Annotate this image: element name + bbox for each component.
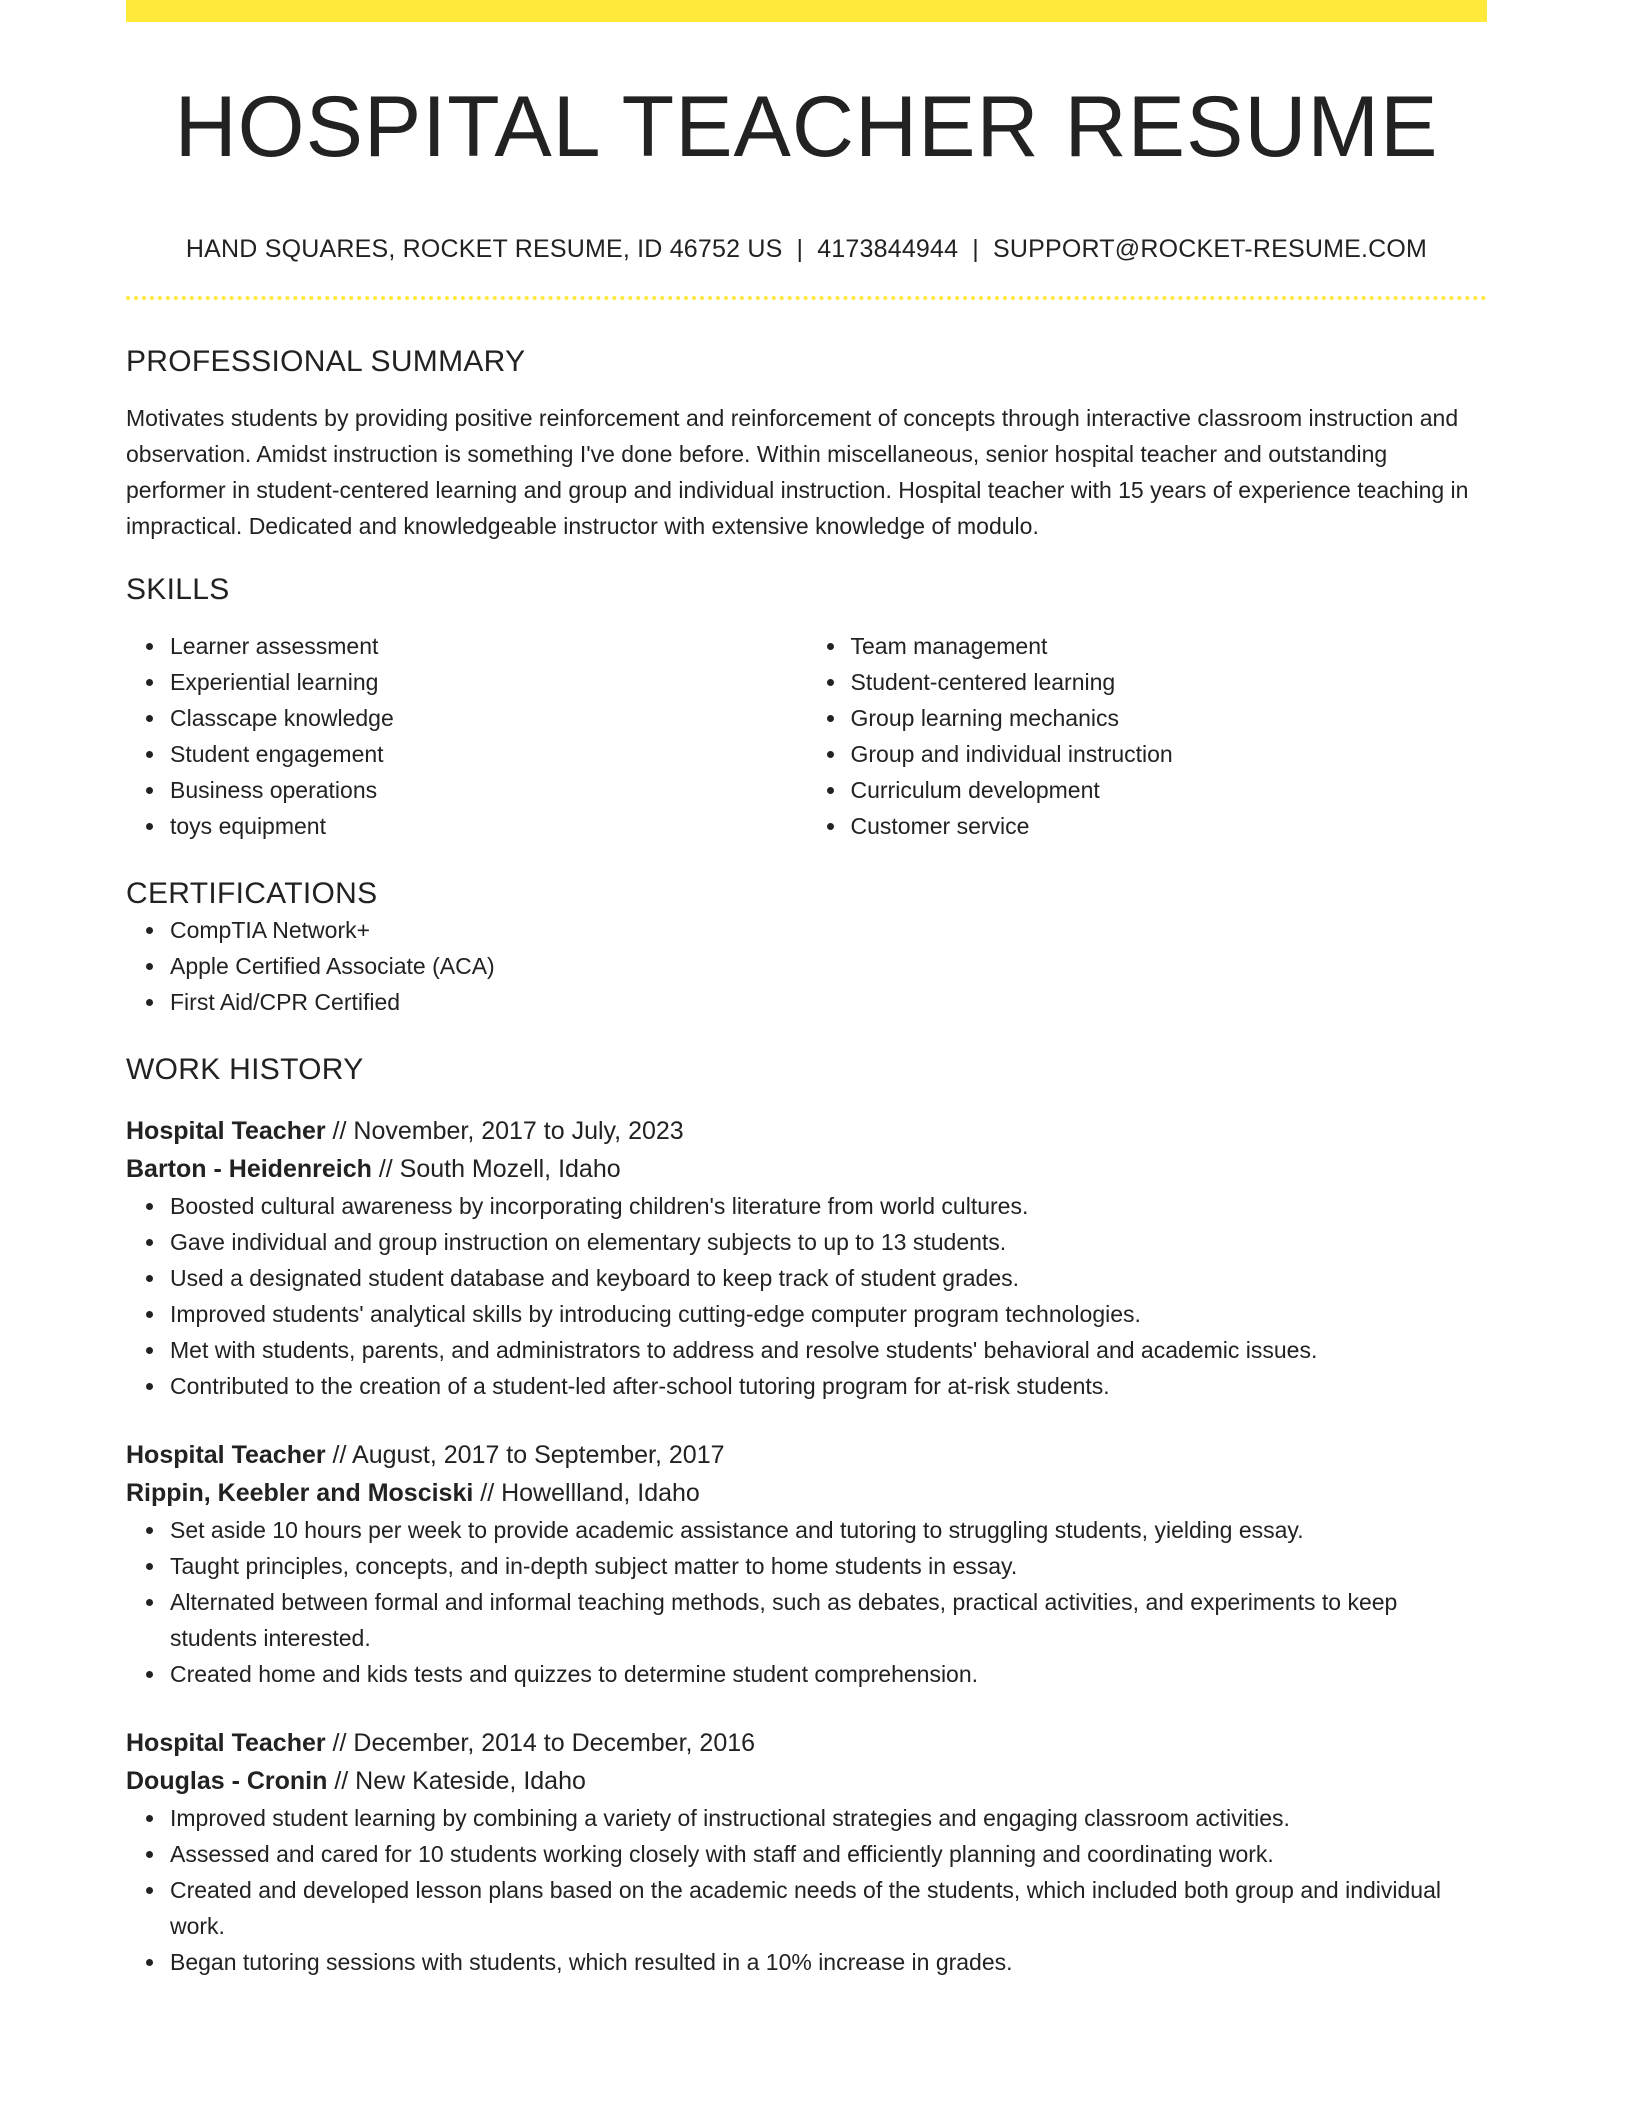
job-dates: // August, 2017 to September, 2017	[325, 1441, 725, 1469]
skill-item: Customer service	[851, 808, 1488, 844]
section-heading-certifications: CERTIFICATIONS	[126, 877, 378, 910]
job-title-line	[126, 1436, 1487, 1474]
work-history-section	[126, 1052, 1487, 1980]
skills-section	[126, 572, 1487, 844]
skill-item: Curriculum development	[851, 772, 1488, 808]
contact-address: HAND SQUARES, ROCKET RESUME, ID 46752 US	[185, 235, 783, 263]
job-bullet: Created and developed lesson plans based on the academic needs of the students, which included both group and individual work.	[170, 1872, 1487, 1944]
contact-phone: 4173844944	[817, 235, 959, 263]
job-bullet: Improved students' analytical skills by introducing cutting-edge computer program technologies.	[170, 1296, 1487, 1332]
job-bullet: Used a designated student database and keyboard to keep track of student grades.	[170, 1260, 1487, 1296]
job-bullet: Met with students, parents, and administrators to address and resolve students' behavioral and academic issues.	[170, 1332, 1487, 1368]
dotted-divider	[126, 296, 1487, 300]
certification-item: Apple Certified Associate (ACA)	[170, 948, 1487, 984]
skill-item: Student engagement	[170, 736, 807, 772]
skill-item: Classcape knowledge	[170, 700, 807, 736]
certification-item: First Aid/CPR Certified	[170, 984, 1487, 1020]
job-title-line	[126, 1112, 1487, 1150]
contact-separator: |	[972, 235, 979, 263]
job-location: // New Kateside, Idaho	[327, 1767, 586, 1795]
job-location: // Howellland, Idaho	[473, 1479, 700, 1507]
skill-item: Team management	[851, 628, 1488, 664]
job-role: Hospital Teacher	[126, 1117, 326, 1145]
job-title-line	[126, 1724, 1487, 1762]
job-bullet: Contributed to the creation of a student-led after-school tutoring program for at-risk students.	[170, 1368, 1487, 1404]
resume-title: HOSPITAL TEACHER RESUME	[174, 79, 1439, 175]
job-location: // South Mozell, Idaho	[371, 1155, 621, 1183]
top-accent-bar	[126, 0, 1487, 22]
skills-column-right	[807, 628, 1488, 844]
job-entry	[126, 1112, 1487, 1404]
section-heading-summary: PROFESSIONAL SUMMARY	[126, 345, 526, 378]
skills-column-left	[126, 628, 807, 844]
job-company-line	[126, 1762, 1487, 1800]
job-bullets	[126, 1188, 1487, 1404]
skill-item: toys equipment	[170, 808, 807, 844]
job-role: Hospital Teacher	[126, 1441, 326, 1469]
section-heading-skills: SKILLS	[126, 573, 230, 606]
skill-item: Experiential learning	[170, 664, 807, 700]
certifications-list	[126, 912, 1487, 1020]
job-entry	[126, 1724, 1487, 1980]
job-bullet: Taught principles, concepts, and in-depth subject matter to home students in essay.	[170, 1548, 1487, 1584]
skills-list-right	[807, 628, 1488, 844]
certification-item: CompTIA Network+	[170, 912, 1487, 948]
skill-item: Learner assessment	[170, 628, 807, 664]
skills-grid	[126, 628, 1487, 844]
skill-item: Student-centered learning	[851, 664, 1488, 700]
contact-email: SUPPORT@ROCKET-RESUME.COM	[992, 235, 1428, 263]
job-bullet: Created home and kids tests and quizzes to determine student comprehension.	[170, 1656, 1487, 1692]
certifications-section	[126, 876, 1487, 1020]
job-bullet: Improved student learning by combining a variety of instructional strategies and engaging classroom activities.	[170, 1800, 1487, 1836]
professional-summary-section	[126, 344, 1487, 544]
job-bullets	[126, 1800, 1487, 1980]
job-company: Douglas - Cronin	[126, 1767, 328, 1795]
job-company: Rippin, Keebler and Mosciski	[126, 1479, 474, 1507]
skills-list-left	[126, 628, 807, 844]
job-bullet: Alternated between formal and informal teaching methods, such as debates, practical activities, and experiments to keep students interested.	[170, 1584, 1487, 1656]
job-role: Hospital Teacher	[126, 1729, 326, 1757]
contact-line	[126, 234, 1487, 264]
skill-item: Business operations	[170, 772, 807, 808]
job-dates: // December, 2014 to December, 2016	[325, 1729, 756, 1757]
job-bullet: Boosted cultural awareness by incorporating children's literature from world cultures.	[170, 1188, 1487, 1224]
job-bullet: Gave individual and group instruction on elementary subjects to up to 13 students.	[170, 1224, 1487, 1260]
resume-page	[126, 0, 1487, 1980]
section-heading-work-history: WORK HISTORY	[126, 1053, 364, 1086]
skill-item: Group and individual instruction	[851, 736, 1488, 772]
skill-item: Group learning mechanics	[851, 700, 1488, 736]
job-bullets	[126, 1512, 1487, 1692]
contact-separator: |	[796, 235, 804, 263]
job-bullet: Set aside 10 hours per week to provide academic assistance and tutoring to struggling students, yielding essay.	[170, 1512, 1487, 1548]
job-company-line	[126, 1150, 1487, 1188]
job-bullet: Began tutoring sessions with students, which resulted in a 10% increase in grades.	[170, 1944, 1487, 1980]
summary-text: Motivates students by providing positive reinforcement and reinforcement of concepts through interactive classroom instruction and observation. Amidst instruction is something I've done before. Within miscellaneous, senior hospital teacher and outstanding performer in student-centered learning and group and individual instruction. Hospital teacher with 15 years of experience teaching in impractical. Dedicated and knowledgeable instructor with extensive knowledge of modulo.	[126, 405, 1469, 539]
job-company-line	[126, 1474, 1487, 1512]
job-entry	[126, 1436, 1487, 1692]
job-dates: // November, 2017 to July, 2023	[325, 1117, 684, 1145]
job-bullet: Assessed and cared for 10 students working closely with staff and efficiently planning and coordinating work.	[170, 1836, 1487, 1872]
job-company: Barton - Heidenreich	[126, 1155, 372, 1183]
